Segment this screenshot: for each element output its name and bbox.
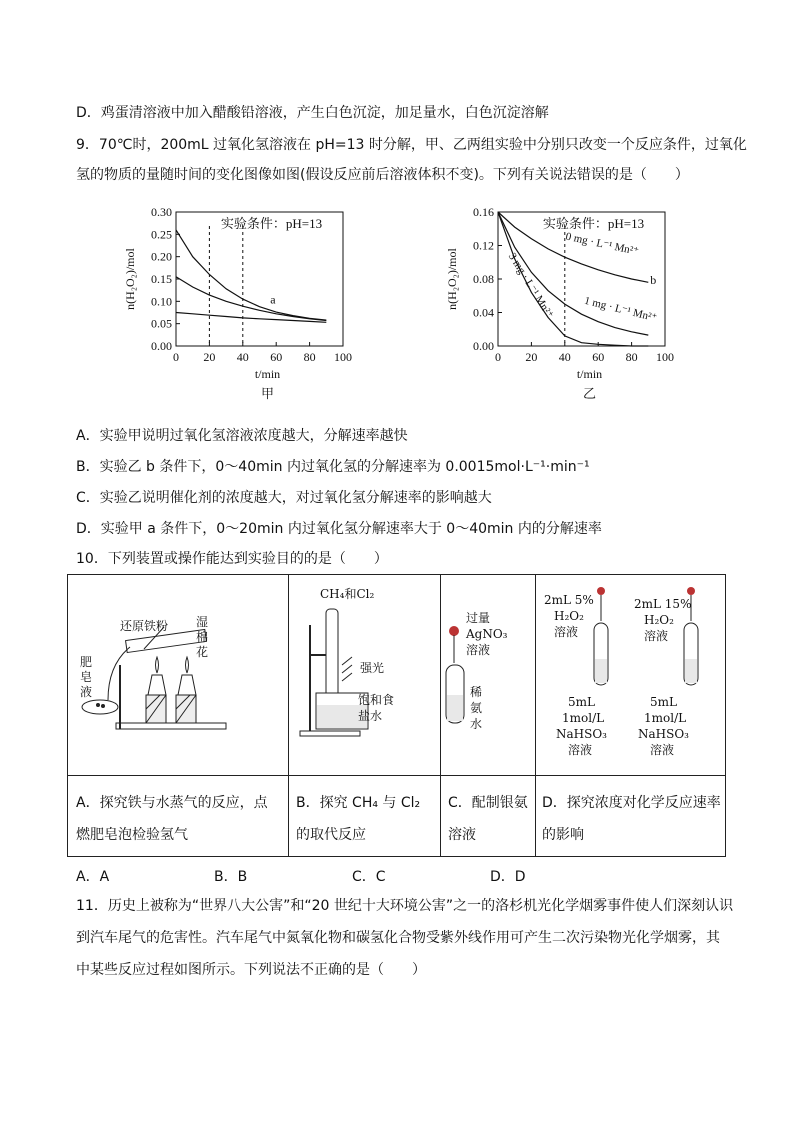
yi-caption: 乙 [582, 386, 597, 401]
label-nahso3-1: NaHSO₃ [556, 727, 607, 741]
label-solution-d2: 溶液 [650, 743, 675, 757]
q10-answer-c: C．C [352, 869, 386, 885]
q11-line1: 11．历史上被称为“世界八大公害”和“20 世纪十大环境公害”之一的洛杉机光化学烟雾事件使人们深刻认识 [76, 898, 734, 914]
label-iron-powder: 还原铁粉 [120, 619, 169, 633]
label-solution-d1: 溶液 [568, 743, 593, 757]
label-h2o2-solution-2: 溶液 [644, 629, 669, 643]
jia-curve-label-a: a [270, 292, 276, 307]
jia-ytick-label-0: 0.00 [151, 339, 172, 353]
chart-yi [440, 200, 680, 410]
yi-ytick-label-0.12: 0.12 [473, 238, 494, 253]
caption-c: C．配制银氨溶液 [448, 795, 528, 843]
label-h2o2-solution-1: 溶液 [554, 625, 579, 639]
jia-ytick-label-0.15: 0.15 [151, 272, 172, 286]
q9-option-c: C．实验乙说明催化剂的浓度越大，对过氧化氢分解速率的影响越大 [76, 490, 492, 506]
jia-xtick-label-100: 100 [334, 350, 352, 364]
label-h2o2-5: 2mL 5% [544, 593, 594, 607]
yi-series-label-2: 3 mg · L⁻¹ Mn²⁺ [505, 251, 556, 321]
label-dilute-2: 氨 [470, 701, 483, 715]
jia-ytick-label-0.1: 0.10 [151, 294, 172, 309]
caption-b: B．探究 CH₄ 与 Cl₂ 的取代反应 [296, 795, 421, 843]
q10-answer-a: A．A [76, 869, 110, 885]
jia-plot-frame [176, 212, 343, 346]
label-ch4-cl2: CH₄和Cl₂ [320, 587, 375, 601]
label-dilute-3: 水 [470, 717, 483, 731]
label-soap-2: 皂 [80, 670, 93, 684]
label-wet-1: 湿 [196, 615, 209, 629]
yi-xtick-label-0: 0 [495, 350, 501, 364]
jia-y-label: n(H₂O₂)/mol [123, 248, 137, 310]
jia-ytick-label-0.25: 0.25 [151, 227, 172, 242]
jia-xtick-label-0: 0 [173, 350, 179, 364]
q9-stem-line2: 氢的物质的量随时间的变化图像如图(假设反应前后溶液体积不变)。下列有关说法错误的是（ ） [76, 167, 689, 183]
q11-line2: 到汽车尾气的危害性。汽车尾气中氮氧化物和碳氢化合物受紫外线作用可产生二次污染物光化学烟雾，其 [76, 930, 720, 946]
yi-xtick-label-20: 20 [525, 350, 538, 364]
yi-xtick-label-100: 100 [656, 350, 674, 364]
yi-condition-label: 实验条件：pH=13 [542, 216, 645, 231]
yi-ytick-label-0.16: 0.16 [473, 205, 494, 219]
q9-option-a: A．实验甲说明过氧化氢溶液浓度越大，分解速率越快 [76, 428, 408, 444]
q10-apparatus-table [67, 574, 726, 857]
q9-option-b: B．实验乙 b 条件下，0～40min 内过氧化氢的分解速率为 0.0015mol·L⁻¹·min⁻¹ [76, 459, 590, 475]
jia-ytick-label-0.2: 0.20 [151, 249, 172, 264]
jia-condition-label: 实验条件：pH=13 [220, 216, 323, 231]
label-brine-2: 盐水 [358, 709, 383, 723]
q10-answer-d: D．D [490, 869, 526, 885]
label-excess: 过量 [466, 611, 491, 625]
q9-stem-line1: 9．70℃时，200mL 过氧化氢溶液在 pH=13 时分解，甲、乙两组实验中分别只改变一个反应条件，过氧化 [76, 137, 747, 153]
label-wet-2: 棉 [196, 630, 209, 644]
label-h2o2-formula-2: H₂O₂ [644, 613, 674, 627]
label-5ml-1: 5mL [568, 695, 595, 709]
label-dilute-1: 稀 [470, 685, 483, 699]
yi-curve-label-b: b [650, 273, 657, 288]
yi-x-label: t/min [576, 367, 603, 381]
label-soap-3: 液 [80, 685, 93, 699]
jia-x-label: t/min [254, 367, 281, 381]
yi-y-label: n(H₂O₂)/mol [445, 248, 459, 310]
yi-xtick-label-40: 40 [558, 350, 571, 364]
jia-xtick-label-60: 60 [270, 350, 283, 364]
yi-xtick-label-80: 80 [625, 350, 638, 364]
label-nahso3-2: NaHSO₃ [638, 727, 689, 741]
jia-ytick-label-0.05: 0.05 [151, 316, 172, 331]
silver-ammonia-apparatus [440, 575, 535, 775]
label-soap-1: 肥 [80, 655, 93, 669]
label-h2o2-formula-1: H₂O₂ [554, 609, 584, 623]
jia-xtick-label-40: 40 [236, 350, 249, 364]
q11-line3: 中某些反应过程如图所示。下列说法不正确的是（ ） [76, 962, 426, 978]
yi-ytick-label-0.04: 0.04 [473, 305, 494, 320]
yi-series-label-1: 1 mg · L⁻¹ Mn²⁺ [583, 294, 659, 325]
iron-steam-apparatus [68, 575, 288, 775]
jia-caption: 甲 [260, 386, 275, 401]
yi-ytick-label-0.08: 0.08 [473, 272, 494, 286]
label-1mol-2: 1mol/L [644, 711, 687, 725]
jia-series-0 [176, 230, 326, 320]
jia-ytick-label-0.3: 0.30 [151, 205, 172, 219]
q9-option-d: D．实验甲 a 条件下，0～20min 内过氧化氢分解速率大于 0～40min 内的分解速率 [76, 521, 602, 537]
jia-xtick-label-20: 20 [203, 350, 216, 364]
label-5ml-2: 5mL [650, 695, 677, 709]
yi-series-label-0: 0 mg · L⁻¹ Mn²⁺ [564, 230, 640, 258]
q8-option-d: D．鸡蛋清溶液中加入醋酸铅溶液，产生白色沉淀，加足量水，白色沉淀溶解 [76, 105, 549, 121]
yi-xtick-label-60: 60 [592, 350, 605, 364]
label-strong-light: 强光 [360, 661, 385, 675]
label-h2o2-15: 2mL 15% [634, 597, 692, 611]
q10-answer-b: B．B [214, 869, 248, 885]
jia-xtick-label-80: 80 [303, 350, 316, 364]
yi-ytick-label-0: 0.00 [473, 339, 494, 353]
chart-jia [118, 200, 358, 410]
label-1mol-1: 1mol/L [562, 711, 605, 725]
caption-a: A．探究铁与水蒸气的反应，点燃肥皂泡检验氢气 [76, 795, 268, 843]
caption-d: D．探究浓度对化学反应速率的影响 [542, 795, 721, 843]
label-brine-1: 饱和食 [358, 693, 395, 707]
label-solution-c: 溶液 [466, 643, 491, 657]
label-wet-3: 花 [196, 645, 209, 659]
q10-stem: 10．下列装置或操作能达到实验目的的是（ ） [76, 551, 388, 567]
label-agno3: AgNO₃ [466, 627, 508, 641]
